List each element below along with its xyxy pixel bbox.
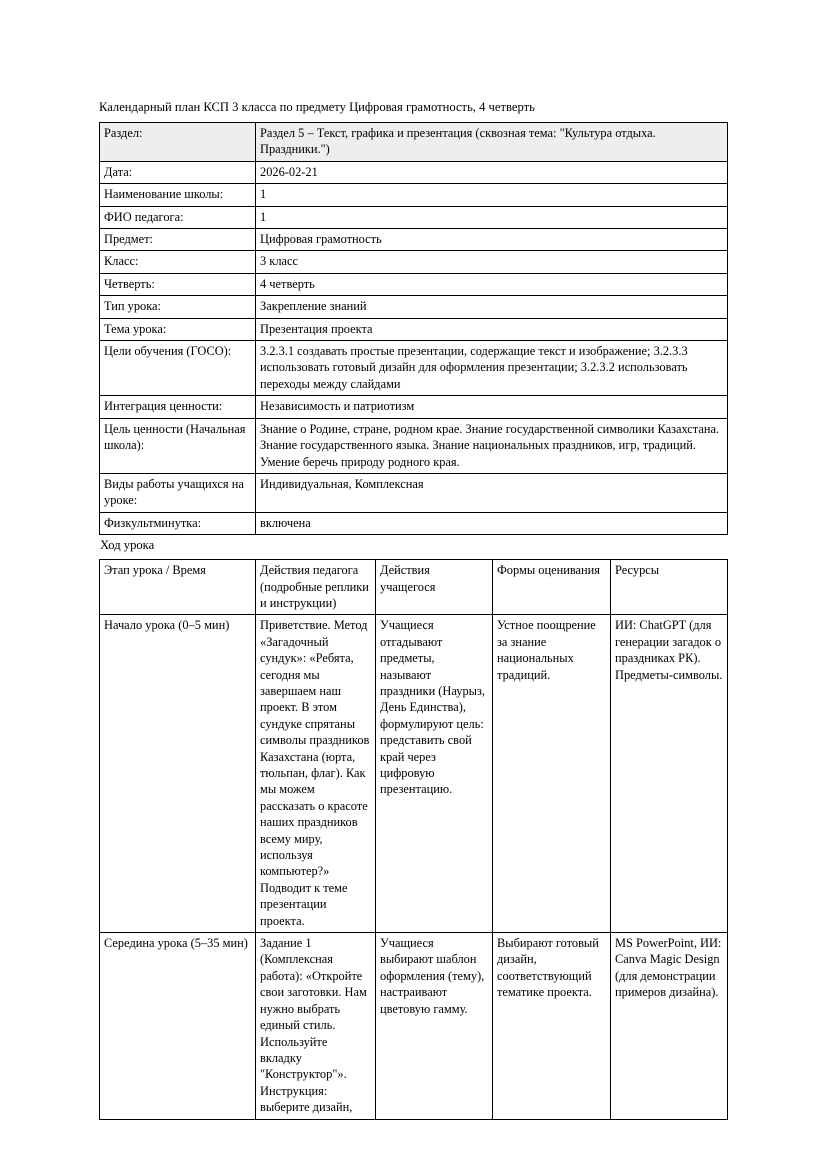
page-title: Календарный план КСП 3 класса по предмету Цифровая грамотность, 4 четверть xyxy=(99,100,535,114)
table-row xyxy=(100,933,728,1119)
info-value: Знание о Родине, стране, родном крае. Знание государственной символики Казахстана. Знание государственного языка. Знание национальных праздников, игр, традиций. Умение беречь природу родного края. xyxy=(256,418,728,473)
table-row xyxy=(100,296,728,318)
cell-teacher-actions: Задание 1 (Комплексная работа): «Откройте свои заготовки. Нам нужно выбрать единый стиль. Используйте вкладку "Конструктор"». Инструкция: выберите дизайн, xyxy=(256,933,376,1119)
info-label: Цели обучения (ГОСО): xyxy=(100,341,256,396)
cell-student-actions: Учащиеся выбирают шаблон оформления (тему), настраивают цветовую гамму. xyxy=(376,933,493,1119)
info-label: ФИО педагога: xyxy=(100,206,256,228)
cell-stage: Середина урока (5–35 мин) xyxy=(100,933,256,1119)
info-label: Предмет: xyxy=(100,229,256,251)
info-label: Дата: xyxy=(100,161,256,183)
info-value: 1 xyxy=(256,184,728,206)
info-value: включена xyxy=(256,512,728,534)
info-value: 4 четверть xyxy=(256,273,728,295)
info-value: 2026-02-21 xyxy=(256,161,728,183)
info-value: Раздел 5 – Текст, графика и презентация (сквозная тема: "Культура отдыха. Праздники.") xyxy=(256,123,728,162)
info-label: Класс: xyxy=(100,251,256,273)
lesson-flow-table xyxy=(99,559,728,1119)
table-row xyxy=(100,161,728,183)
info-label: Четверть: xyxy=(100,273,256,295)
info-value: Индивидуальная, Комплексная xyxy=(256,473,728,512)
table-row xyxy=(100,229,728,251)
lesson-flow-caption: Ход урока xyxy=(100,538,155,553)
info-value: Цифровая грамотность xyxy=(256,229,728,251)
lesson-info-body xyxy=(100,123,728,535)
info-value: 3 класс xyxy=(256,251,728,273)
cell-assessment: Выбирают готовый дизайн, соответствующий тематике проекта. xyxy=(493,933,611,1119)
info-value: Презентация проекта xyxy=(256,318,728,340)
table-row xyxy=(100,473,728,512)
table-row xyxy=(100,341,728,396)
cell-resources: MS PowerPoint, ИИ: Canva Magic Design (для демонстрации примеров дизайна). xyxy=(611,933,728,1119)
info-label: Тема урока: xyxy=(100,318,256,340)
info-label: Наименование школы: xyxy=(100,184,256,206)
info-value: Независимость и патриотизм xyxy=(256,396,728,418)
table-row xyxy=(100,123,728,162)
cell-resources: ИИ: ChatGPT (для генерации загадок о праздниках РК). Предметы-символы. xyxy=(611,615,728,933)
column-header-teacher-actions: Действия педагога (подробные реплики и инструкции) xyxy=(256,560,376,615)
info-value: Закрепление знаний xyxy=(256,296,728,318)
table-row xyxy=(100,206,728,228)
table-header-row xyxy=(100,560,728,615)
column-header-resources: Ресурсы xyxy=(611,560,728,615)
table-row xyxy=(100,512,728,534)
cell-stage: Начало урока (0–5 мин) xyxy=(100,615,256,933)
info-label: Тип урока: xyxy=(100,296,256,318)
column-header-student-actions: Действия учащегося xyxy=(376,560,493,615)
table-row xyxy=(100,251,728,273)
cell-assessment: Устное поощрение за знание национальных традиций. xyxy=(493,615,611,933)
info-label: Интеграция ценности: xyxy=(100,396,256,418)
lesson-info-table xyxy=(99,122,728,535)
table-row xyxy=(100,615,728,933)
cell-student-actions: Учащиеся отгадывают предметы, называют праздники (Наурыз, День Единства), формулируют цель: представить свой край через цифровую презентацию. xyxy=(376,615,493,933)
lesson-flow-body xyxy=(100,560,728,1119)
column-header-stage: Этап урока / Время xyxy=(100,560,256,615)
table-row xyxy=(100,396,728,418)
table-row xyxy=(100,184,728,206)
cell-teacher-actions: Приветствие. Метод «Загадочный сундук»: «Ребята, сегодня мы завершаем наш проект. В этом сундуке спрятаны символы праздников Казахстана (юрта, тюльпан, флаг). Как мы можем рассказать о красоте наших праздников всему миру, используя компьютер?» Подводит к теме презентации проекта. xyxy=(256,615,376,933)
info-label: Виды работы учащихся на уроке: xyxy=(100,473,256,512)
table-row xyxy=(100,273,728,295)
info-label: Физкультминутка: xyxy=(100,512,256,534)
info-label: Цель ценности (Начальная школа): xyxy=(100,418,256,473)
info-value: 3.2.3.1 создавать простые презентации, содержащие текст и изображение; 3.2.3.3 использовать готовый дизайн для оформления презентации; 3.2.3.2 использовать переходы между слайдами xyxy=(256,341,728,396)
info-value: 1 xyxy=(256,206,728,228)
table-row xyxy=(100,318,728,340)
column-header-assessment: Формы оценивания xyxy=(493,560,611,615)
table-row xyxy=(100,418,728,473)
info-label: Раздел: xyxy=(100,123,256,162)
